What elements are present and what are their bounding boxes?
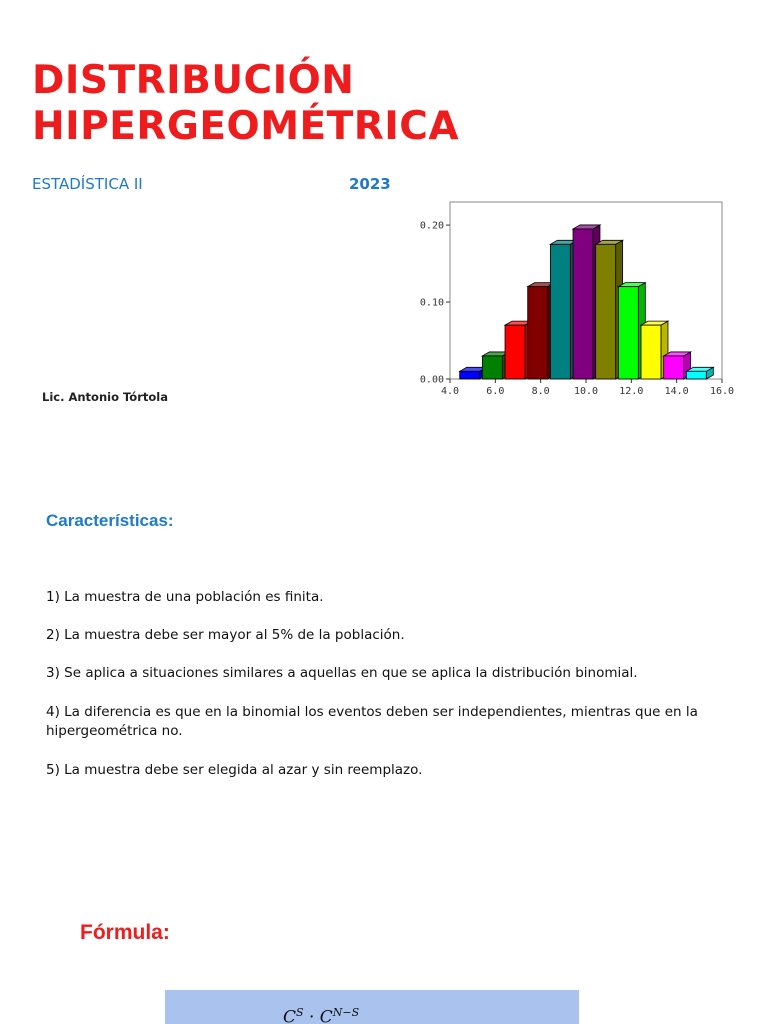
formula-expression [283, 1006, 359, 1024]
characteristics-title: Características: [46, 511, 174, 530]
x-tick-label: 6.0 [486, 386, 505, 397]
x-tick-label: 4.0 [440, 386, 460, 397]
author-label: Lic. Antonio Tórtola [42, 390, 168, 404]
x-tick-label: 16.0 [709, 386, 735, 397]
formula-dot: · [308, 1007, 315, 1024]
bar [664, 356, 684, 379]
list-item: 2) La muestra debe ser mayor al 5% de la población. [46, 627, 405, 643]
x-tick-label: 8.0 [531, 386, 550, 397]
title-line-1: DISTRIBUCIÓN [32, 58, 355, 103]
bar [618, 287, 638, 379]
hypergeometric-bar-chart [400, 196, 740, 411]
formula-box [165, 990, 579, 1024]
bar [686, 371, 706, 379]
bar [505, 325, 525, 379]
bar [460, 371, 480, 379]
formula-sup-ns: N−S [332, 1006, 360, 1019]
formula-c2: C [319, 1007, 333, 1024]
list-item: 1) La muestra de una población es finita. [46, 589, 324, 605]
formula-c1: C [283, 1007, 297, 1024]
list-item: 5) La muestra debe ser elegida al azar y sin reemplazo. [46, 762, 423, 778]
subject-label: ESTADÍSTICA II [32, 175, 143, 193]
bar [482, 356, 502, 379]
x-tick-label: 10.0 [573, 386, 599, 397]
bar [528, 287, 548, 379]
title-line-2: HIPERGEOMÉTRICA [32, 104, 460, 149]
year-label: 2023 [349, 175, 391, 193]
formula-sup-s: S [296, 1006, 304, 1019]
list-item: 4) La diferencia es que en la binomial los eventos deben ser independientes, mientras que en la hipergeométrica no. [46, 704, 698, 739]
y-tick-label: 0.00 [419, 374, 444, 386]
list-item: 3) Se aplica a situaciones similares a aquellas en que se aplica la distribución binomial. [46, 665, 638, 681]
bar [596, 244, 616, 379]
bar [573, 229, 593, 379]
bar [550, 244, 570, 379]
y-tick-label: 0.10 [419, 297, 444, 309]
formula-title: Fórmula: [80, 921, 170, 944]
x-tick-label: 12.0 [619, 386, 644, 397]
bar [641, 325, 661, 379]
x-tick-label: 14.0 [664, 386, 689, 397]
page-title [32, 58, 532, 150]
y-tick-label: 0.20 [419, 220, 444, 232]
